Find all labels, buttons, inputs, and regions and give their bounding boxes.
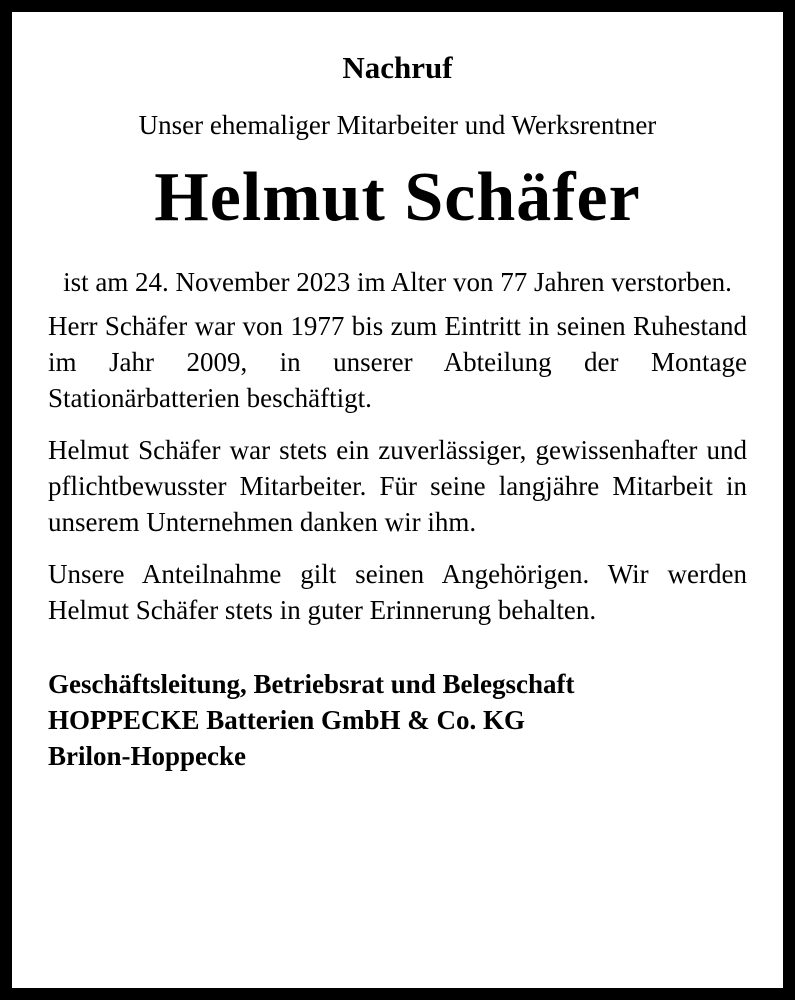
notice-heading: Nachruf (342, 50, 453, 85)
signature-line-staff: Geschäftsleitung, Betriebsrat und Belegschaft (48, 669, 575, 699)
signature-block (48, 666, 747, 774)
body-paragraph-tribute: Helmut Schäfer war stets ein zuverlässiger, gewissenhafter und pflichtbewusster Mitarbeiter. Für seine langjähre Mitarbeit in unserem Unternehmen danken wir ihm. (48, 435, 747, 537)
deceased-name: Helmut Schäfer (154, 159, 641, 236)
death-date-line: ist am 24. November 2023 im Alter von 77 Jahren verstorben. (63, 267, 732, 297)
signature-line-location: Brilon-Hoppecke (48, 741, 247, 771)
body-paragraph-condolence: Unsere Anteilnahme gilt seinen Angehörigen. Wir werden Helmut Schäfer stets in guter Erinnerung behalten. (48, 559, 747, 625)
notice-intro: Unser ehemaliger Mitarbeiter und Werksrentner (138, 110, 657, 140)
signature-line-company: HOPPECKE Batterien GmbH & Co. KG (48, 705, 525, 735)
body-paragraph-career: Herr Schäfer war von 1977 bis zum Eintritt in seinen Ruhestand im Jahr 2009, in unserer Abteilung der Montage Stationärbatterien beschäftigt. (48, 311, 747, 413)
obituary-notice (48, 48, 747, 774)
